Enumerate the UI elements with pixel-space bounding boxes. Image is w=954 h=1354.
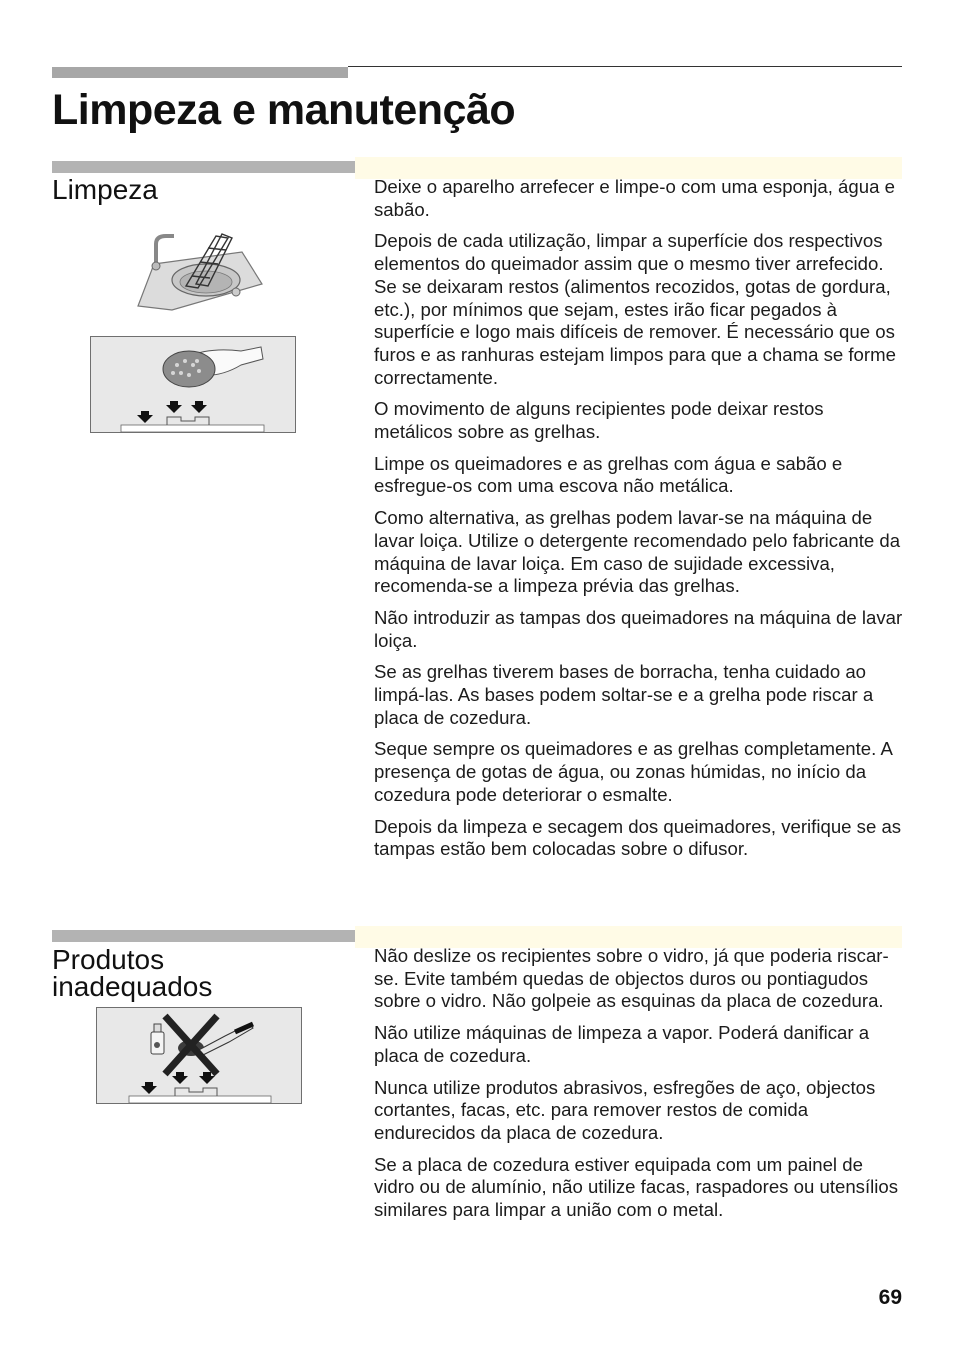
paragraph: Não introduzir as tampas dos queimadores na máquina de lavar loiça. xyxy=(374,606,903,651)
paragraph: Depois de cada utilização, limpar a superfície dos respectivos elementos do queimador assim que o mesmo tiver arrefecido. Se se deixaram restos (alimentos recozidos, gotas de gordura, etc.), por mínimos que sejam, estes irão ficar pegados à superfície e logo mais difíceis de remover. É necessário que os furos e as ranhuras estejam limpos para que a chama se forme correctamente. xyxy=(374,230,896,388)
page-title: Limpeza e manutenção xyxy=(52,86,516,134)
section-body-produtos xyxy=(374,945,906,1231)
paragraph: Como alternativa, as grelhas podem lavar-se na máquina de lavar loiça. Utilize o detergente recomendado pelo fabricante da máquina de lavar loiça. Em caso de sujidade excessiva, recomenda-se a limpeza prévia das grelhas. xyxy=(374,507,901,597)
sink-washing-grates-illustration xyxy=(136,226,266,314)
paragraph: Seque sempre os queimadores e as grelhas completamente. A presença de gotas de água, ou zonas húmidas, no início da cozedura pode deteriorar o esmalte. xyxy=(374,738,892,805)
section-bar-produtos xyxy=(52,930,355,942)
paragraph: Limpe os queimadores e as grelhas com água e sabão e esfregue-os com uma escova não metálica. xyxy=(374,452,843,497)
paragraph: Depois da limpeza e secagem dos queimadores, verifique se as tampas estão bem colocadas sobre o difusor. xyxy=(374,815,902,860)
header-rule xyxy=(348,66,902,67)
section-heading-produtos xyxy=(52,946,212,1000)
sponge-cleaning-hob-illustration xyxy=(90,336,296,433)
paragraph: Não utilize máquinas de limpeza a vapor. Poderá danificar a placa de cozedura. xyxy=(374,1022,870,1066)
prohibited-products-illustration xyxy=(96,1007,302,1104)
paragraph: Não deslize os recipientes sobre o vidro, já que poderia riscar-se. Evite também quedas de objectos duros ou pontiagudos sobre o vidro. Não golpeie as esquinas da placa de cozedura. xyxy=(374,945,889,1012)
paragraph: Se a placa de cozedura estiver equipada com um painel de vidro ou de alumínio, não utilize facas, raspadores ou utensílios similares para limpar a união com o metal. xyxy=(374,1153,899,1221)
heading-line: Produtos xyxy=(52,944,165,975)
paragraph: Nunca utilize produtos abrasivos, esfregões de aço, objectos cortantes, facas, etc. para remover restos de comida endurecidos da placa de cozedura. xyxy=(374,1076,876,1143)
paragraph: O movimento de alguns recipientes pode deixar restos metálicos sobre as grelhas. xyxy=(374,398,824,443)
paragraph: Deixe o aparelho arrefecer e limpe-o com uma esponja, água e sabão. xyxy=(374,176,895,220)
section-bar-limpeza xyxy=(52,161,355,173)
page-number: 69 xyxy=(878,1286,902,1309)
section-body-limpeza xyxy=(374,176,906,870)
paragraph: Se as grelhas tiverem bases de borracha, tenha cuidado ao limpá-las. As bases podem soltar-se e a grelha pode riscar a placa de cozedura. xyxy=(374,661,874,728)
section-heading-limpeza: Limpeza xyxy=(52,174,158,205)
header-bar xyxy=(52,67,348,78)
heading-line: inadequados xyxy=(52,971,213,1002)
